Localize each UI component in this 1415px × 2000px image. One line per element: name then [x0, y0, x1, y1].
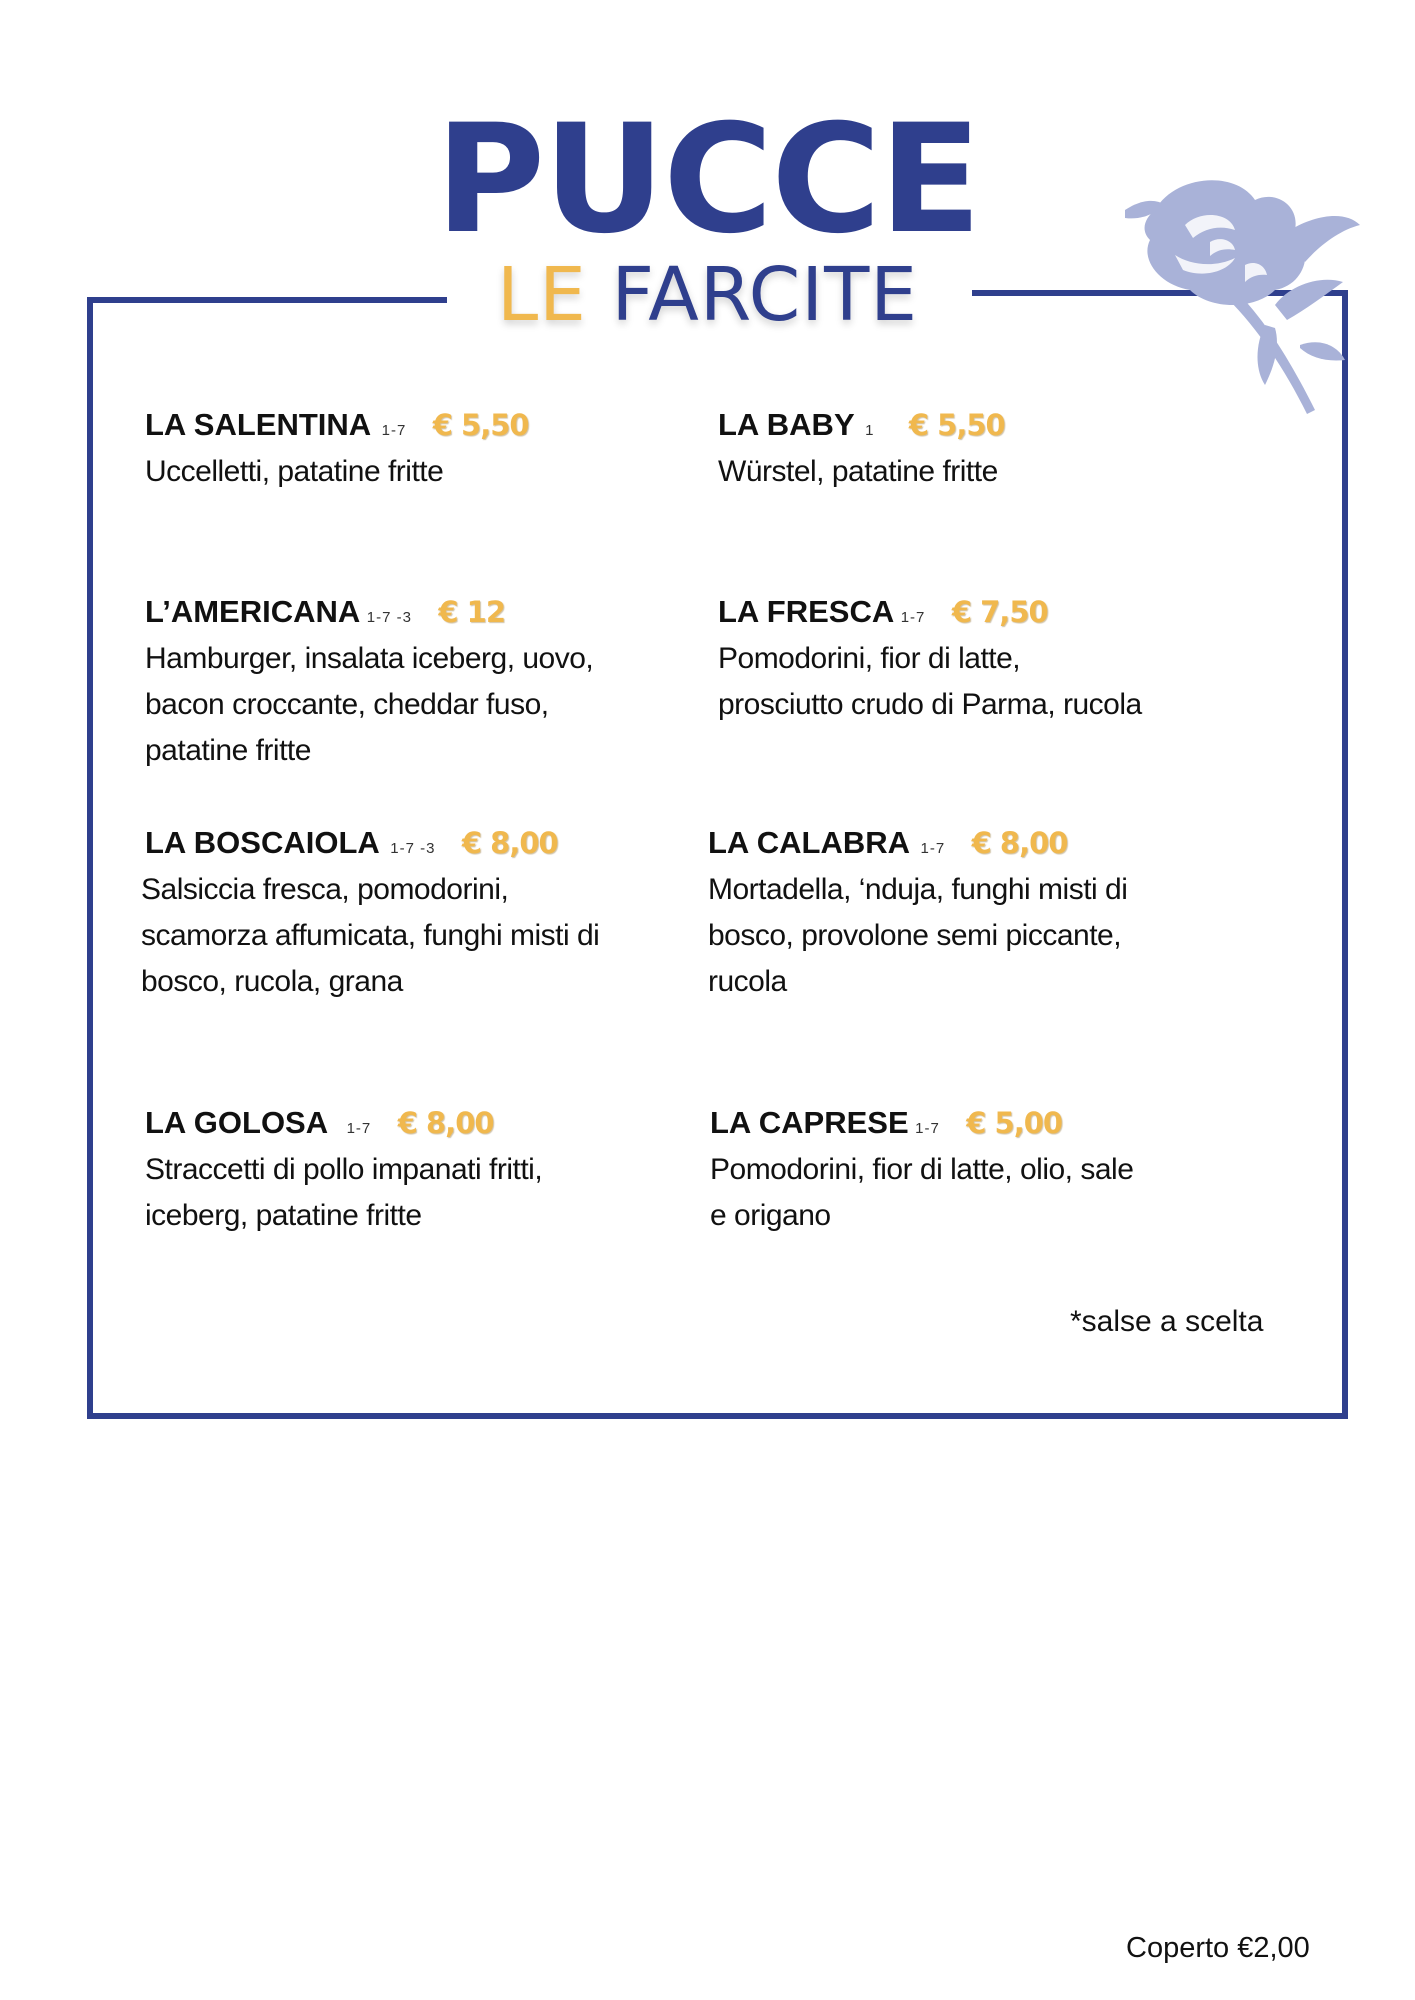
description-line: Pomodorini, fior di latte, — [718, 642, 1021, 675]
frame-right — [1342, 290, 1348, 1419]
frame-bottom — [87, 1413, 1348, 1419]
description-line: Mortadella, ‘nduja, funghi misti di — [708, 873, 1128, 906]
description-line: bosco, rucola, grana — [141, 965, 403, 998]
description-line: Straccetti di pollo impanati fritti, — [145, 1153, 543, 1186]
description-line: Pomodorini, fior di latte, olio, sale — [710, 1153, 1134, 1186]
item-description — [718, 449, 1005, 495]
description-line: rucola — [708, 965, 787, 998]
frame-left — [87, 297, 93, 1419]
menu-item-la-golosa — [145, 1103, 542, 1239]
menu-item-la-fresca — [718, 592, 1142, 728]
item-description — [145, 1147, 542, 1239]
description-line: iceberg, patatine fritte — [145, 1199, 422, 1232]
allergen-code: 1-7 -3 — [366, 609, 412, 626]
page-title: PUCCE — [435, 93, 980, 267]
item-description — [710, 1147, 1133, 1239]
item-description — [718, 636, 1142, 728]
menu-item-la-boscaiola — [141, 823, 600, 1005]
menu-item-la-baby — [718, 405, 1005, 495]
item-description — [145, 449, 529, 495]
menu-item-l-americana — [145, 592, 593, 774]
item-price: € 8,00 — [461, 826, 558, 860]
description-line: Würstel, patatine fritte — [718, 455, 998, 488]
description-line: Uccelletti, patatine fritte — [145, 455, 444, 488]
subtitle-accent: LE — [496, 252, 587, 338]
description-line: bacon croccante, cheddar fuso, — [145, 688, 549, 721]
item-description — [145, 636, 593, 774]
subtitle-main: FARCITE — [611, 252, 919, 338]
allergen-code: 1-7 -3 — [390, 840, 436, 857]
item-price: € 5,00 — [966, 1106, 1063, 1140]
item-name: LA FRESCA — [718, 594, 895, 629]
frame-top-left — [87, 297, 447, 303]
allergen-code: 1-7 — [900, 609, 926, 626]
allergen-code: 1-7 — [915, 1120, 940, 1137]
description-line: e origano — [710, 1199, 831, 1232]
item-name: LA CALABRA — [708, 825, 911, 860]
item-price: € 7,50 — [951, 595, 1048, 629]
item-price: € 8,00 — [971, 826, 1068, 860]
description-line: Salsiccia fresca, pomodorini, — [141, 873, 509, 906]
description-line: bosco, provolone semi piccante, — [708, 919, 1122, 952]
item-name: L’AMERICANA — [145, 594, 361, 629]
allergen-code: 1-7 — [381, 422, 407, 439]
menu-item-la-calabra — [708, 823, 1127, 1005]
menu-item-la-caprese — [710, 1103, 1133, 1239]
rose-icon — [1115, 170, 1365, 420]
description-line: prosciutto crudo di Parma, rucola — [718, 688, 1142, 721]
description-line: patatine fritte — [145, 734, 311, 767]
item-name: LA BOSCAIOLA — [145, 825, 380, 860]
item-name: LA BABY — [718, 407, 855, 442]
item-name: LA SALENTINA — [145, 407, 372, 442]
description-line: Hamburger, insalata iceberg, uovo, — [145, 642, 594, 675]
item-price: € 8,00 — [397, 1106, 494, 1140]
item-price: € 5,50 — [432, 408, 529, 442]
description-line: scamorza affumicata, funghi misti di — [141, 919, 600, 952]
cover-charge: Coperto €2,00 — [1126, 1932, 1310, 1964]
menu-item-la-salentina — [145, 405, 529, 495]
item-price: € 5,50 — [908, 408, 1005, 442]
item-name: LA GOLOSA — [145, 1105, 329, 1140]
item-name: LA CAPRESE — [710, 1105, 909, 1140]
allergen-code: 1-7 — [346, 1120, 372, 1137]
item-description — [141, 867, 599, 1005]
item-price: € 12 — [438, 595, 506, 629]
allergen-code: 1 — [865, 422, 875, 439]
allergen-code: 1-7 — [920, 840, 946, 857]
sauce-note: *salse a scelta — [1070, 1305, 1264, 1338]
item-description — [708, 867, 1127, 1005]
